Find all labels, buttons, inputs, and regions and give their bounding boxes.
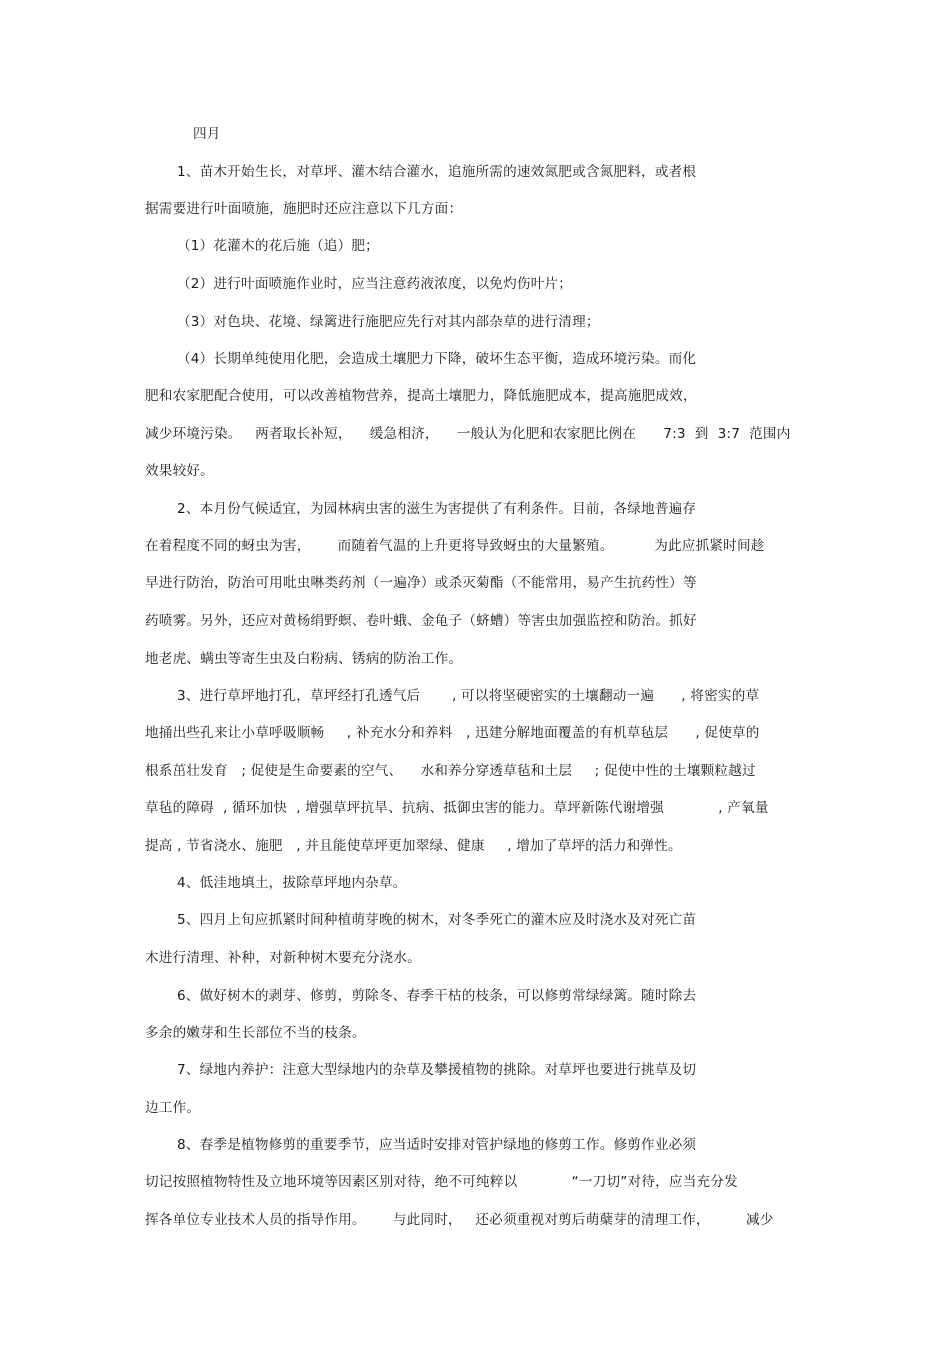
text-line: 肥和农家肥配合使用，可以改善植物营养，提高土壤肥力，降低施肥成本，提高施肥成效，: [145, 388, 697, 404]
text-line: 2、本月份气候适宜，为园林病虫害的滋生为害提供了有利条件。目前，各绿地普遍存: [177, 501, 697, 517]
text-line: 多余的嫩芽和生长部位不当的枝条。: [145, 1025, 366, 1041]
text-line: 木进行清理、补种，对新种树木要充分浇水。: [145, 950, 421, 966]
text-line: 地捅出些孔来让小草呼吸顺畅 , 补充水分和养料 , 迅建分解地面覆盖的有机草毡层 , 促使草的: [145, 725, 760, 741]
text-line: 3、进行草坪地打孔，草坪经打孔透气后 , 可以将坚硬密实的土壤翻动一遍 , 将密实的草: [177, 688, 760, 704]
text-line: 5、四月上旬应抓紧时间种植萌芽晚的树木，对冬季死亡的灌木应及时浇水及对死亡苗: [177, 912, 697, 928]
text-line: 据需要进行叶面喷施，施肥时还应注意以下几方面：: [145, 201, 463, 217]
text-line: 8、春季是植物修剪的重要季节，应当适时安排对管护绿地的修剪工作。修剪作业必须: [177, 1137, 697, 1153]
text-line: 在着程度不同的蚜虫为害， 而随着气温的上升更将导致蚜虫的大量繁殖。 为此应抓紧时间趁: [145, 538, 765, 554]
text-line: 4、低洼地填土，拔除草坪地内杂草。: [177, 875, 407, 891]
text-line: 切记按照植物特性及立地环境等因素区别对待，绝不可纯粹以 “一刀切”对待，应当充分发: [145, 1174, 738, 1190]
text-line: 早进行防治，防治可用吡虫啉类药剂（一遍净）或杀灭菊酯（不能常用，易产生抗药性）等: [145, 575, 697, 591]
text-line: 药喷雾。另外，还应对黄杨绢野螟、卷叶蛾、金龟子（蛴螬）等害虫加强监控和防治。抓好: [145, 613, 697, 629]
text-line: 效果较好。: [145, 463, 214, 479]
text-line: （4）长期单纯使用化肥，会造成土壤肥力下降，破坏生态平衡，造成环境污染。而化: [177, 351, 697, 367]
text-line: 草毡的障碍 , 循环加快 , 增强草坪抗旱、抗病、抵御虫害的能力。草坪新陈代谢增强 , 产氧量: [145, 800, 769, 816]
text-line: 提高 , 节省浇水、施肥 , 并且能使草坪更加翠绿、健康 , 增加了草坪的活力和弹性。: [145, 838, 682, 854]
text-line: 边工作。: [145, 1100, 201, 1116]
text-line: 挥各单位专业技术人员的指导作用。 与此同时， 还必须重视对剪后萌蘖芽的清理工作， 减少: [145, 1212, 774, 1228]
text-line: （3）对色块、花境、绿篱进行施肥应先行对其内部杂草的进行清理；: [177, 314, 600, 330]
section-heading: 四月: [193, 126, 221, 142]
text-line: 7、绿地内养护：注意大型绿地内的杂草及攀援植物的挑除。对草坪也要进行挑草及切: [177, 1062, 697, 1078]
text-line: 1、苗木开始生长，对草坪、灌木结合灌水，追施所需的速效氮肥或含氮肥料，或者根: [177, 164, 697, 180]
text-line: 地老虎、螨虫等寄生虫及白粉病、锈病的防治工作。: [145, 651, 463, 667]
text-line: （2）进行叶面喷施作业时，应当注意药液浓度，以免灼伤叶片；: [177, 276, 573, 292]
text-line: （1）花灌木的花后施（追）肥；: [177, 238, 379, 254]
text-line: 根系茁壮发育 ; 促使是生命要素的空气、 水和养分穿透草毡和土层 ; 促使中性的土壤颗粒越过: [145, 763, 756, 779]
text-line: 6、做好树木的剥芽、修剪，剪除冬、春季干枯的枝条，可以修剪常绿绿篱。随时除去: [177, 988, 697, 1004]
text-line: 减少环境污染。 两者取长补短， 缓急相济， 一般认为化肥和农家肥比例在 7:3 到 3:7 范围内: [145, 426, 791, 442]
